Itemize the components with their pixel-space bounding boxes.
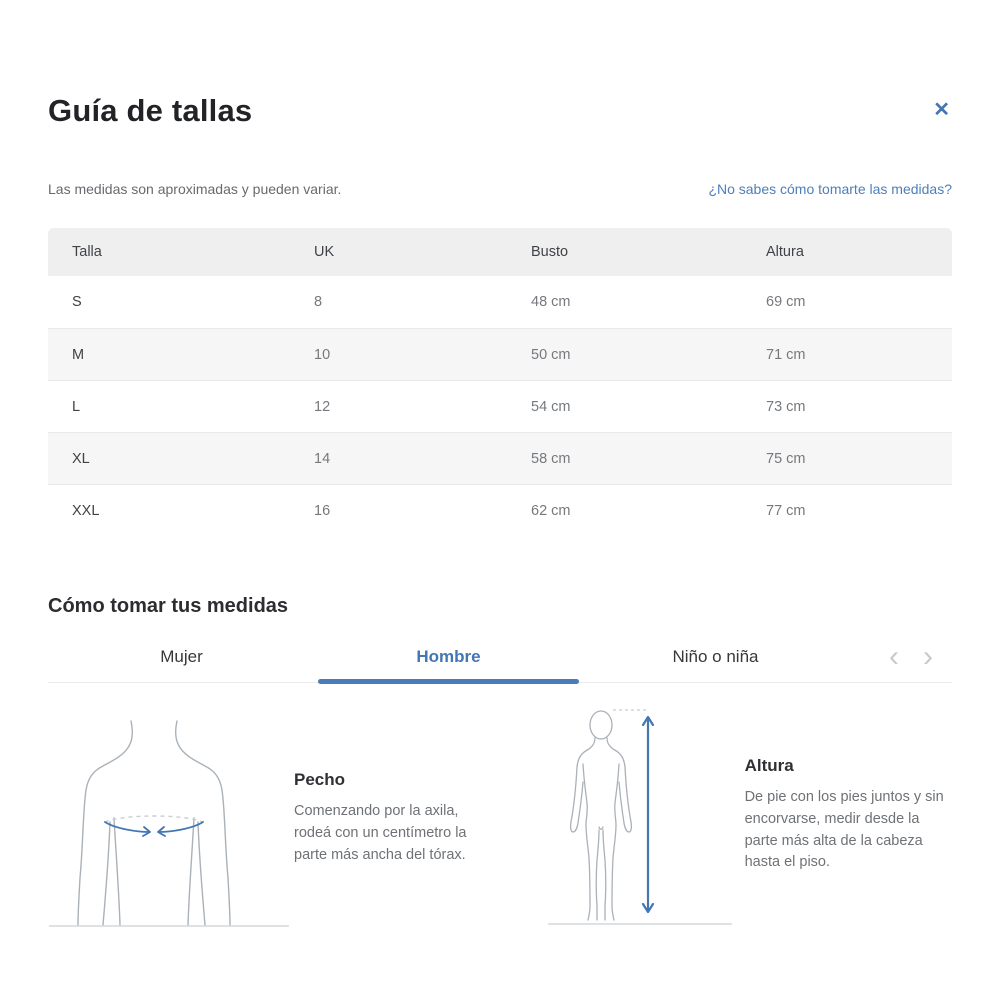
column-header-talla: Talla — [72, 244, 102, 260]
cell-uk: 14 — [314, 450, 331, 467]
column-header-busto: Busto — [531, 244, 569, 260]
measure-instructions — [48, 698, 952, 930]
cell-talla: L — [72, 398, 81, 415]
page-title: Guía de tallas — [48, 93, 253, 128]
chevron-right-icon[interactable]: › — [918, 642, 938, 672]
cell-busto: 50 cm — [531, 346, 571, 363]
gender-tabbar — [48, 632, 952, 683]
male-body-height-illustration — [548, 698, 733, 930]
tab-hombre[interactable] — [315, 632, 582, 682]
measure-description-pecho: Comenzando por la axila, rodeá con un centímetro la parte más ancha del tórax. — [294, 803, 467, 863]
how-to-measure-link[interactable]: ¿No sabes cómo tomarte las medidas? — [708, 181, 952, 197]
table-body — [48, 276, 952, 536]
measures-disclaimer: Las medidas son aproximadas y pueden variar. — [48, 181, 342, 197]
table-row — [48, 484, 952, 536]
tab-label: Mujer — [160, 647, 203, 666]
tab-nino-o-nina[interactable] — [582, 632, 849, 682]
cell-busto: 58 cm — [531, 450, 571, 467]
size-guide-modal — [0, 93, 1000, 930]
pecho-instructions — [294, 698, 495, 866]
table-row — [48, 276, 952, 328]
close-icon: ✕ — [933, 99, 950, 121]
column-header-altura: Altura — [766, 244, 804, 260]
male-torso-chest-illustration — [48, 698, 290, 930]
cell-altura: 73 cm — [766, 398, 806, 415]
cell-talla: XL — [72, 450, 90, 467]
cell-busto: 48 cm — [531, 294, 571, 310]
cell-altura: 77 cm — [766, 502, 806, 519]
cell-uk: 16 — [314, 502, 331, 519]
cell-uk: 12 — [314, 398, 331, 415]
measure-heading-pecho: Pecho — [294, 770, 346, 789]
tab-mujer[interactable] — [48, 632, 315, 682]
cell-altura: 69 cm — [766, 294, 806, 310]
cell-altura: 71 cm — [766, 346, 806, 363]
table-header-row — [48, 228, 952, 276]
measure-heading-altura: Altura — [744, 756, 794, 775]
measure-description-altura: De pie con los pies juntos y sin encorvarse, medir desde la parte más alta de la cabeza hasta el piso. — [744, 789, 944, 871]
cell-busto: 62 cm — [531, 502, 571, 519]
how-to-section-title: Cómo tomar tus medidas — [48, 595, 289, 617]
altura-instructions — [745, 698, 952, 874]
chevron-left-icon[interactable]: ‹ — [884, 642, 904, 672]
cell-talla: XXL — [72, 502, 100, 519]
tab-label: Hombre — [416, 647, 481, 666]
column-header-uk: UK — [314, 244, 335, 260]
active-tab-indicator — [318, 679, 579, 684]
table-row — [48, 380, 952, 432]
tab-carousel-nav — [884, 632, 952, 682]
cell-talla: S — [72, 294, 82, 310]
modal-header — [48, 93, 952, 129]
cell-busto: 54 cm — [531, 398, 571, 415]
chest-measure-arrow — [105, 816, 203, 836]
table-row — [48, 328, 952, 380]
cell-uk: 10 — [314, 346, 331, 363]
table-row — [48, 432, 952, 484]
cell-talla: M — [72, 346, 85, 363]
cell-uk: 8 — [314, 294, 323, 310]
height-measure-arrow — [613, 710, 653, 912]
note-row — [48, 181, 952, 197]
size-table — [48, 228, 952, 536]
tab-label: Niño o niña — [672, 647, 759, 666]
close-button[interactable] — [931, 98, 952, 122]
cell-altura: 75 cm — [766, 450, 806, 467]
